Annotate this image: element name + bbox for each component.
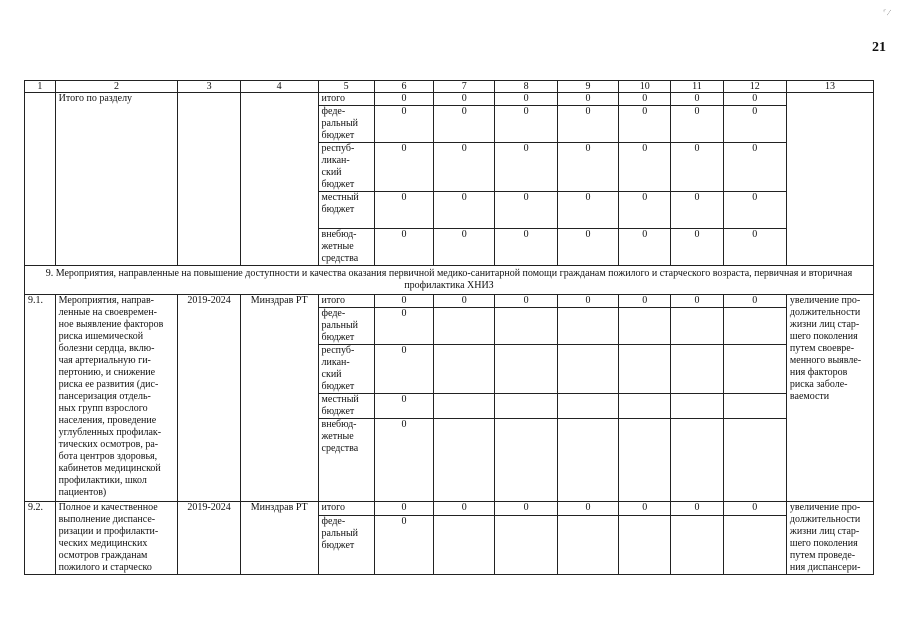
value-col-6: 0 <box>374 143 433 192</box>
value-col-11: 0 <box>671 229 723 266</box>
value-col-9: 0 <box>557 106 618 143</box>
value-col-11 <box>671 419 723 502</box>
measure-name: Итого по разделу <box>55 93 178 266</box>
value-col-10: 0 <box>619 502 671 516</box>
funding-source: феде- ральный бюджет <box>318 515 374 574</box>
table-row <box>25 295 874 308</box>
header-cell-11: 11 <box>671 81 723 93</box>
value-col-9: 0 <box>557 295 618 308</box>
value-col-7: 0 <box>434 143 495 192</box>
value-col-11: 0 <box>671 502 723 516</box>
period-cell: 2019-2024 <box>178 502 240 575</box>
header-row <box>25 81 874 93</box>
value-col-6: 0 <box>374 502 433 516</box>
page-number: 21 <box>872 40 886 55</box>
header-cell-3: 3 <box>178 81 240 93</box>
measure-name: Полное и качественное выполнение диспансе- ризации и профилакти- ческих медицинских осмотров гражданам пожилого и старческо <box>55 502 178 575</box>
value-col-12 <box>723 515 786 574</box>
measure-name: Мероприятия, направ- ленные на своевремен- ное выявление факторов риска ишемической болезни сердца, вклю- чая артериальную ги- пертонию, и снижение риска ее развития (дис- пансеризация отдель- ных групп взрослого населения, проведение углубленных профилак- тических осмотров, ра- бота центров здоровья, кабинетов медицинской профилактики, школ пациентов) <box>55 295 178 502</box>
value-col-8: 0 <box>495 502 557 516</box>
executor-cell: Минздрав РТ <box>240 295 318 502</box>
header-cell-12: 12 <box>723 81 786 93</box>
value-col-8 <box>495 394 557 419</box>
header-cell-1: 1 <box>25 81 56 93</box>
header-cell-9: 9 <box>557 81 618 93</box>
value-col-12 <box>723 345 786 394</box>
value-col-8 <box>495 345 557 394</box>
value-col-7: 0 <box>434 106 495 143</box>
value-col-10: 0 <box>619 192 671 229</box>
value-col-11 <box>671 394 723 419</box>
header-cell-6: 6 <box>374 81 433 93</box>
value-col-11: 0 <box>671 93 723 106</box>
value-col-8: 0 <box>495 192 557 229</box>
funding-source: респуб- ликан- ский бюджет <box>318 345 374 394</box>
value-col-9: 0 <box>557 192 618 229</box>
value-col-10 <box>619 515 671 574</box>
section-9-title: 9. Мероприятия, направленные на повышение доступности и качества оказания первичной медико-санитарной помощи гражданам пожилого и старческого возраста, первичная и вторичная профилактика ХНИЗ <box>25 266 874 295</box>
funding-source: итого <box>318 295 374 308</box>
value-col-7 <box>434 419 495 502</box>
executor-cell: Минздрав РТ <box>240 502 318 575</box>
value-col-9 <box>557 419 618 502</box>
value-col-9 <box>557 308 618 345</box>
row-number: 9.2. <box>25 502 56 575</box>
value-col-12: 0 <box>723 143 786 192</box>
value-col-9: 0 <box>557 93 618 106</box>
value-col-12: 0 <box>723 502 786 516</box>
funding-source: внебюд- жетные средства <box>318 229 374 266</box>
value-col-6: 0 <box>374 394 433 419</box>
funding-source: местный бюджет <box>318 192 374 229</box>
value-col-8 <box>495 419 557 502</box>
value-col-12: 0 <box>723 93 786 106</box>
value-col-9 <box>557 394 618 419</box>
funding-source: итого <box>318 93 374 106</box>
header-cell-13: 13 <box>786 81 873 93</box>
table-row <box>25 502 874 516</box>
value-col-6: 0 <box>374 419 433 502</box>
period-cell <box>178 93 240 266</box>
value-col-8: 0 <box>495 106 557 143</box>
value-col-7: 0 <box>434 229 495 266</box>
row-number: 9.1. <box>25 295 56 502</box>
value-col-6: 0 <box>374 229 433 266</box>
value-col-7 <box>434 308 495 345</box>
value-col-11 <box>671 345 723 394</box>
value-col-8 <box>495 515 557 574</box>
funding-source: местный бюджет <box>318 394 374 419</box>
value-col-12: 0 <box>723 229 786 266</box>
executor-cell <box>240 93 318 266</box>
value-col-7: 0 <box>434 502 495 516</box>
value-col-10 <box>619 394 671 419</box>
header-cell-8: 8 <box>495 81 557 93</box>
funding-source: феде- ральный бюджет <box>318 106 374 143</box>
value-col-12 <box>723 394 786 419</box>
value-col-9 <box>557 515 618 574</box>
value-col-9 <box>557 345 618 394</box>
header-cell-2: 2 <box>55 81 178 93</box>
funding-source: феде- ральный бюджет <box>318 308 374 345</box>
value-col-8: 0 <box>495 295 557 308</box>
value-col-12 <box>723 308 786 345</box>
value-col-7 <box>434 515 495 574</box>
value-col-10 <box>619 308 671 345</box>
value-col-12: 0 <box>723 295 786 308</box>
value-col-10: 0 <box>619 106 671 143</box>
header-cell-10: 10 <box>619 81 671 93</box>
value-col-10: 0 <box>619 93 671 106</box>
header-cell-4: 4 <box>240 81 318 93</box>
value-col-7: 0 <box>434 93 495 106</box>
value-col-6: 0 <box>374 93 433 106</box>
value-col-6: 0 <box>374 106 433 143</box>
scan-artifact: ‹ ⁞ <box>880 4 893 18</box>
value-col-7 <box>434 394 495 419</box>
value-col-10: 0 <box>619 229 671 266</box>
value-col-8 <box>495 308 557 345</box>
value-col-8: 0 <box>495 143 557 192</box>
program-table <box>24 80 874 575</box>
funding-source: итого <box>318 502 374 516</box>
section-title-row <box>25 266 874 295</box>
value-col-10: 0 <box>619 295 671 308</box>
value-col-7 <box>434 345 495 394</box>
value-col-9: 0 <box>557 502 618 516</box>
value-col-9: 0 <box>557 229 618 266</box>
expected-result <box>786 93 873 266</box>
value-col-12: 0 <box>723 192 786 229</box>
funding-source: внебюд- жетные средства <box>318 419 374 502</box>
value-col-10 <box>619 345 671 394</box>
value-col-8: 0 <box>495 93 557 106</box>
value-col-12 <box>723 419 786 502</box>
header-cell-7: 7 <box>434 81 495 93</box>
value-col-7: 0 <box>434 192 495 229</box>
value-col-12: 0 <box>723 106 786 143</box>
value-col-9: 0 <box>557 143 618 192</box>
value-col-6: 0 <box>374 515 433 574</box>
value-col-6: 0 <box>374 345 433 394</box>
value-col-6: 0 <box>374 192 433 229</box>
value-col-6: 0 <box>374 295 433 308</box>
expected-result: увеличение про- должительности жизни лиц стар- шего поколения путем проведе- ния диспансери- <box>786 502 873 575</box>
row-number <box>25 93 56 266</box>
expected-result: увеличение про- должительности жизни лиц стар- шего поколения путем своевре- менного выявле- ния факторов риска заболе- ваемости <box>786 295 873 502</box>
value-col-11 <box>671 308 723 345</box>
value-col-11: 0 <box>671 295 723 308</box>
table-row <box>25 93 874 106</box>
value-col-11: 0 <box>671 192 723 229</box>
value-col-6: 0 <box>374 308 433 345</box>
value-col-8: 0 <box>495 229 557 266</box>
value-col-11 <box>671 515 723 574</box>
value-col-11: 0 <box>671 143 723 192</box>
value-col-7: 0 <box>434 295 495 308</box>
value-col-10 <box>619 419 671 502</box>
value-col-10: 0 <box>619 143 671 192</box>
value-col-11: 0 <box>671 106 723 143</box>
funding-source: респуб- ликан- ский бюджет <box>318 143 374 192</box>
header-cell-5: 5 <box>318 81 374 93</box>
period-cell: 2019-2024 <box>178 295 240 502</box>
